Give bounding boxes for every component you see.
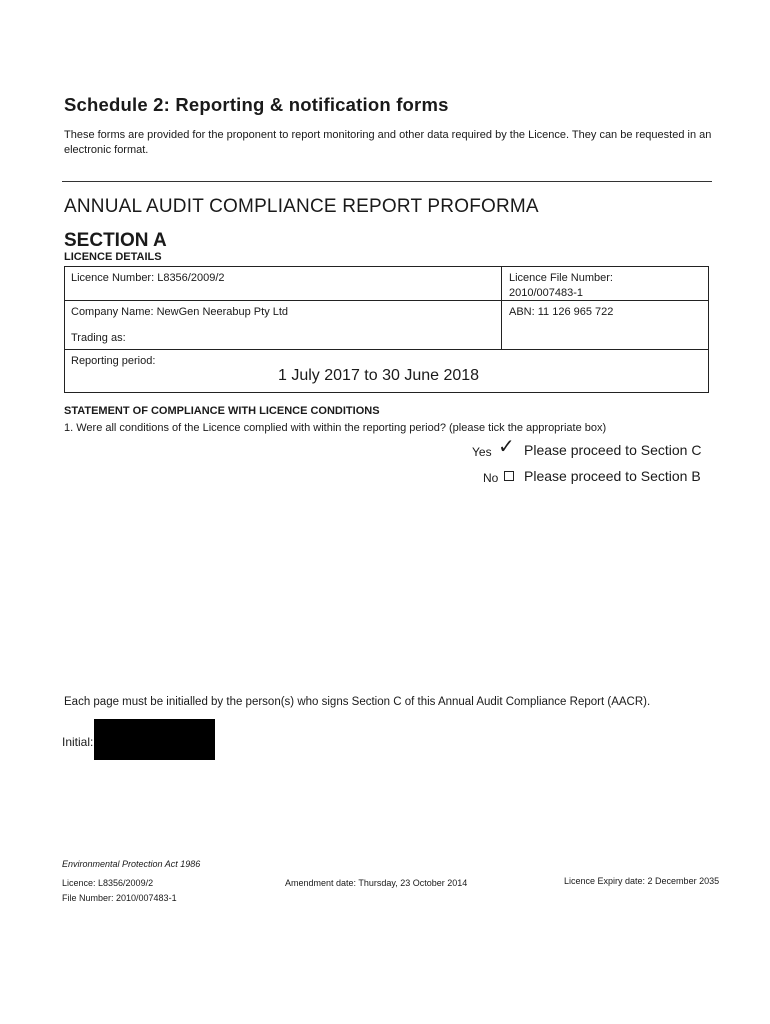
proforma-title: ANNUAL AUDIT COMPLIANCE REPORT PROFORMA [64, 196, 539, 217]
licence-file-number-value: 2010/007483-1 [509, 287, 584, 299]
footer-file-number: File Number: 2010/007483-1 [62, 893, 177, 903]
reporting-period-label: Reporting period: [71, 355, 156, 367]
licence-details-heading: LICENCE DETAILS [64, 251, 162, 263]
intro-text: These forms are provided for the proponent to report monitoring and other data required by the Licence. They can be requested in an electronic format. [64, 129, 712, 156]
schedule-title: Schedule 2: Reporting & notification forms [64, 94, 449, 115]
section-title: SECTION A [64, 230, 167, 251]
table-divider-vertical [501, 266, 502, 349]
footer-expiry-date: Licence Expiry date: 2 December 2035 [564, 876, 720, 886]
no-checkbox[interactable] [504, 471, 514, 481]
table-divider-row1 [64, 300, 709, 301]
yes-instruction: Please proceed to Section C [524, 442, 702, 458]
footer-licence: Licence: L8356/2009/2 [62, 878, 154, 888]
yes-tick-mark[interactable]: ✓ [498, 436, 515, 458]
divider [62, 181, 712, 182]
question-1: 1. Were all conditions of the Licence complied with within the reporting period? (please tick the appropriate box) [64, 422, 607, 434]
footer-amendment-date: Amendment date: Thursday, 23 October 2014 [285, 878, 468, 888]
no-instruction: Please proceed to Section B [524, 468, 701, 484]
company-name: Company Name: NewGen Neerabup Pty Ltd [71, 306, 289, 318]
licence-file-number-label: Licence File Number: [509, 272, 613, 284]
trading-as: Trading as: [71, 332, 126, 344]
initial-label: Initial: [62, 735, 94, 749]
abn: ABN: 11 126 965 722 [509, 306, 614, 318]
footer-act: Environmental Protection Act 1986 [62, 859, 201, 869]
reporting-period-value: 1 July 2017 to 30 June 2018 [278, 367, 480, 384]
initials-note: Each page must be initialled by the person(s) who signs Section C of this Annual Audit Compliance Report (AACR). [64, 696, 651, 708]
statement-heading: STATEMENT OF COMPLIANCE WITH LICENCE CONDITIONS [64, 405, 380, 417]
licence-number: Licence Number: L8356/2009/2 [71, 272, 225, 284]
table-divider-row3 [64, 349, 709, 350]
redacted-initials [94, 719, 215, 760]
no-label: No [483, 471, 499, 485]
yes-label: Yes [472, 445, 492, 459]
